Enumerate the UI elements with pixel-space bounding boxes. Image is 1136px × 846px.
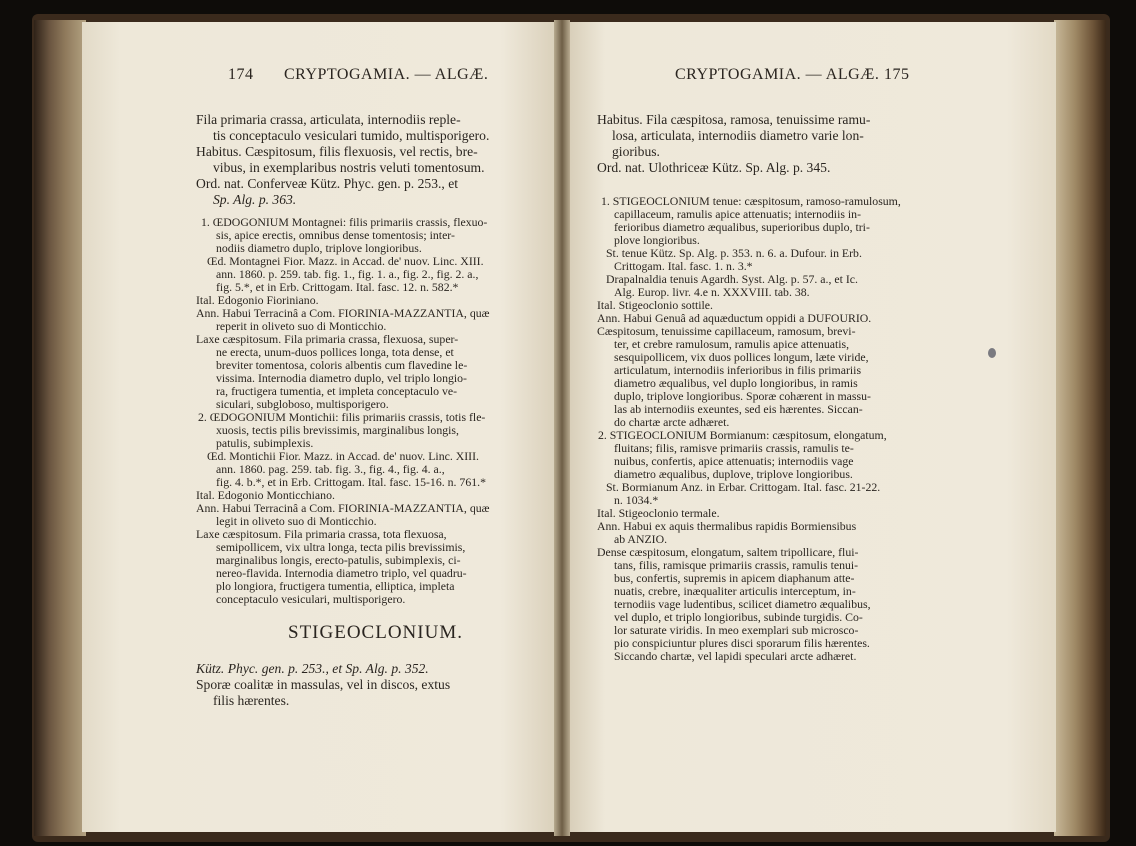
- right-page-line: Crittogam. Ital. fasc. 1. n. 3.*: [614, 259, 753, 273]
- left-page-line: ann. 1860. pag. 259. tab. fig. 3., fig. 4., fig. 4. a.,: [216, 462, 445, 476]
- left-page-line: 1. ŒDOGONIUM Montagnei: filis primariis crassis, flexuo-: [201, 215, 488, 229]
- right-page-line: Alg. Europ. livr. 4.e n. XXXVIII. tab. 38.: [614, 285, 810, 299]
- left-page-line: marginalibus longis, erecto-patulis, subimplexis, ci-: [216, 553, 461, 567]
- right-page-line: Drapalnaldia tenuis Agardh. Syst. Alg. p. 57. a., et Ic.: [606, 272, 858, 286]
- right-page-line: do chartæ arcte adhæret.: [614, 415, 730, 429]
- left-page-line: Ann. Habui Terracinâ a Com. FIORINIA-MAZZANTIA, quæ: [196, 306, 490, 320]
- right-page-line: losa, articulata, internodiis diametro varie lon-: [612, 128, 864, 143]
- book-edge-left: [34, 20, 86, 836]
- left-page-line: Laxe cæspitosum. Fila primaria crassa, tota flexuosa,: [196, 527, 447, 541]
- left-page-line: xuosis, tectis pilis brevissimis, marginalibus longis,: [216, 423, 459, 437]
- right-page-line: ter, et crebre ramulosum, ramulis apice attenuatis,: [614, 337, 850, 351]
- right-page-number: 175: [884, 66, 910, 83]
- left-page-line: ann. 1860. p. 259. tab. fig. 1., fig. 1. a., fig. 2., fig. 2. a.,: [216, 267, 479, 281]
- left-page-line: tis conceptaculo vesiculari tumido, multisporigero.: [213, 128, 490, 143]
- book-gutter: [554, 20, 570, 836]
- left-page-line: ra, fructigera tumentia, et impleta conceptaculo ve-: [216, 384, 458, 398]
- right-page-line: nuatis, crebre, inæqualiter articulis interceptum, in-: [614, 584, 856, 598]
- left-page-line: Sporæ coalitæ in massulas, vel in discos, extus: [196, 677, 451, 692]
- right-page-line: Siccando chartæ, vel lapidi speculari arcte adhæret.: [614, 649, 857, 663]
- page-mark: [988, 348, 996, 358]
- left-page-line: siculari, subgloboso, multisporigero.: [216, 397, 389, 411]
- right-page-line: Ann. Habui Genuâ ad aquæductum oppidi a DUFOURIO.: [597, 311, 872, 325]
- right-page-line: ternodiis vage ludentibus, scilicet diametro æqualibus,: [614, 597, 871, 611]
- left-page-line: Kütz. Phyc. gen. p. 253., et Sp. Alg. p. 352.: [196, 661, 429, 676]
- left-page-line: Œd. Montichii Fior. Mazz. in Accad. de' nuov. Linc. XIII.: [207, 449, 479, 463]
- left-page-line: vissima. Internodia diametro duplo, vel triplo longio-: [216, 371, 467, 385]
- left-page-line: nodiis diametro duplo, triplove longioribus.: [216, 241, 422, 255]
- right-page-line: Habitus. Fila cæspitosa, ramosa, tenuissime ramu-: [597, 112, 871, 127]
- left-page-line: Fila primaria crassa, articulata, internodiis reple-: [196, 112, 461, 127]
- right-page-line: diametro æqualibus, duplove, triplove longioribus.: [614, 467, 853, 481]
- right-page-line: St. tenue Kütz. Sp. Alg. p. 353. n. 6. a. Dufour. in Erb.: [606, 246, 862, 260]
- left-page-line: Ital. Edogonio Monticchiano.: [196, 488, 335, 502]
- left-page-line: sis, apice erectis, omnibus dense tomentosis; inter-: [216, 228, 455, 242]
- book-edge-right: [1054, 20, 1106, 836]
- left-page-line: Sp. Alg. p. 363.: [213, 192, 297, 207]
- left-page-line: Laxe cæspitosum. Fila primaria crassa, flexuosa, super-: [196, 332, 459, 346]
- left-page-line: Ital. Edogonio Fioriniano.: [196, 293, 319, 307]
- right-page-line: pio conspiciuntur plures disci sporarum filis hærentes.: [614, 636, 870, 650]
- right-page-line: duplo, triplove longioribus. Sporæ cohærent in massu-: [614, 389, 871, 403]
- section-title: STIGEOCLONIUM.: [288, 622, 463, 643]
- left-page-line: Habitus. Cæspitosum, filis flexuosis, vel rectis, bre-: [196, 144, 478, 159]
- right-page-line: fluitans; filis, ramisve primariis crassis, ramulis te-: [614, 441, 854, 455]
- right-running-header: CRYPTOGAMIA. — ALGÆ.: [675, 66, 880, 83]
- right-page-line: las ab internodiis exeuntes, sed eis hærentes. Siccan-: [614, 402, 863, 416]
- right-page-line: Dense cæspitosum, elongatum, saltem tripollicare, flui-: [597, 545, 859, 559]
- left-page-line: reperit in oliveto suo di Monticchio.: [216, 319, 387, 333]
- left-page-line: vibus, in exemplaribus nostris veluti tomentosum.: [213, 160, 485, 175]
- left-page-line: breviter tomentosa, coloris albentis cum flavedine le-: [216, 358, 468, 372]
- right-page-line: lor saturate viridis. In meo exemplari sub microsco-: [614, 623, 859, 637]
- right-page-line: capillaceum, ramulis apice attenuatis; internodiis in-: [614, 207, 861, 221]
- left-page-number: 174: [228, 66, 254, 83]
- right-page-line: ferioribus diametro æqualibus, superioribus duplo, tri-: [614, 220, 870, 234]
- right-page-line: ab ANZIO.: [614, 532, 668, 546]
- right-page-line: tans, filis, ramisque primariis crassis, ramulis tenui-: [614, 558, 859, 572]
- right-page-line: 1. STIGEOCLONIUM tenue: cæspitosum, ramoso-ramulosum,: [601, 194, 901, 208]
- left-page-line: nereo-flavida. Internodia diametro triplo, vel quadru-: [216, 566, 467, 580]
- right-page-line: 2. STIGEOCLONIUM Bormianum: cæspitosum, elongatum,: [598, 428, 887, 442]
- right-page-line: Ital. Stigeoclonio sottile.: [597, 298, 713, 312]
- right-page-line: bus, confertis, supremis in apicem diaphanum atte-: [614, 571, 855, 585]
- left-page-line: Œd. Montagnei Fior. Mazz. in Accad. de' nuov. Linc. XIII.: [207, 254, 484, 268]
- right-page-line: sesquipollicem, vix duos pollices longum, læte viride,: [614, 350, 869, 364]
- left-page-line: plo longiora, fructigera tumentia, elliptica, impleta: [216, 579, 455, 593]
- left-running-header: CRYPTOGAMIA. — ALGÆ.: [284, 66, 489, 83]
- right-page-line: Ital. Stigeoclonio termale.: [597, 506, 720, 520]
- left-page-line: filis hærentes.: [213, 693, 290, 708]
- left-page-line: patulis, subimplexis.: [216, 436, 314, 450]
- right-page-line: nuibus, confertis, apice attenuatis; internodiis vage: [614, 454, 854, 468]
- right-page-line: plove longioribus.: [614, 233, 700, 247]
- left-page-line: legit in oliveto suo di Monticchio.: [216, 514, 377, 528]
- left-page-line: fig. 5.*, et in Erb. Crittogam. Ital. fasc. 12. n. 582.*: [216, 280, 459, 294]
- right-page-line: St. Bormianum Anz. in Erbar. Crittogam. Ital. fasc. 21-22.: [606, 480, 881, 494]
- right-page-line: Ord. nat. Ulothriceæ Kütz. Sp. Alg. p. 345.: [597, 160, 831, 175]
- left-page-line: ne erecta, unum-duos pollices longa, tota dense, et: [216, 345, 454, 359]
- left-page-line: semipollicem, vix ultra longa, tecta pilis brevissimis,: [216, 540, 466, 554]
- left-page-line: Ord. nat. Conferveæ Kütz. Phyc. gen. p. 253., et: [196, 176, 459, 191]
- left-page-line: 2. ŒDOGONIUM Montichii: filis primariis crassis, totis fle-: [198, 410, 486, 424]
- left-page-line: Ann. Habui Terracinâ a Com. FIORINIA-MAZZANTIA, quæ: [196, 501, 490, 515]
- right-page-line: diametro æqualibus, vel duplo longioribus, in ramis: [614, 376, 858, 390]
- left-page-line: fig. 4. b.*, et in Erb. Crittogam. Ital. fasc. 15-16. n. 761.*: [216, 475, 486, 489]
- right-page-line: gioribus.: [612, 144, 660, 159]
- right-page-line: Ann. Habui ex aquis thermalibus rapidis Bormiensibus: [597, 519, 857, 533]
- right-page-line: vel duplo, et triplo longioribus, subinde turgidis. Co-: [614, 610, 863, 624]
- left-page-line: conceptaculo vesiculari, multisporigero.: [216, 592, 406, 606]
- right-page-line: n. 1034.*: [614, 493, 659, 507]
- right-page-line: articulatum, internodiis inferioribus in filis primariis: [614, 363, 862, 377]
- right-page-line: Cæspitosum, tenuissime capillaceum, ramosum, brevi-: [597, 324, 856, 338]
